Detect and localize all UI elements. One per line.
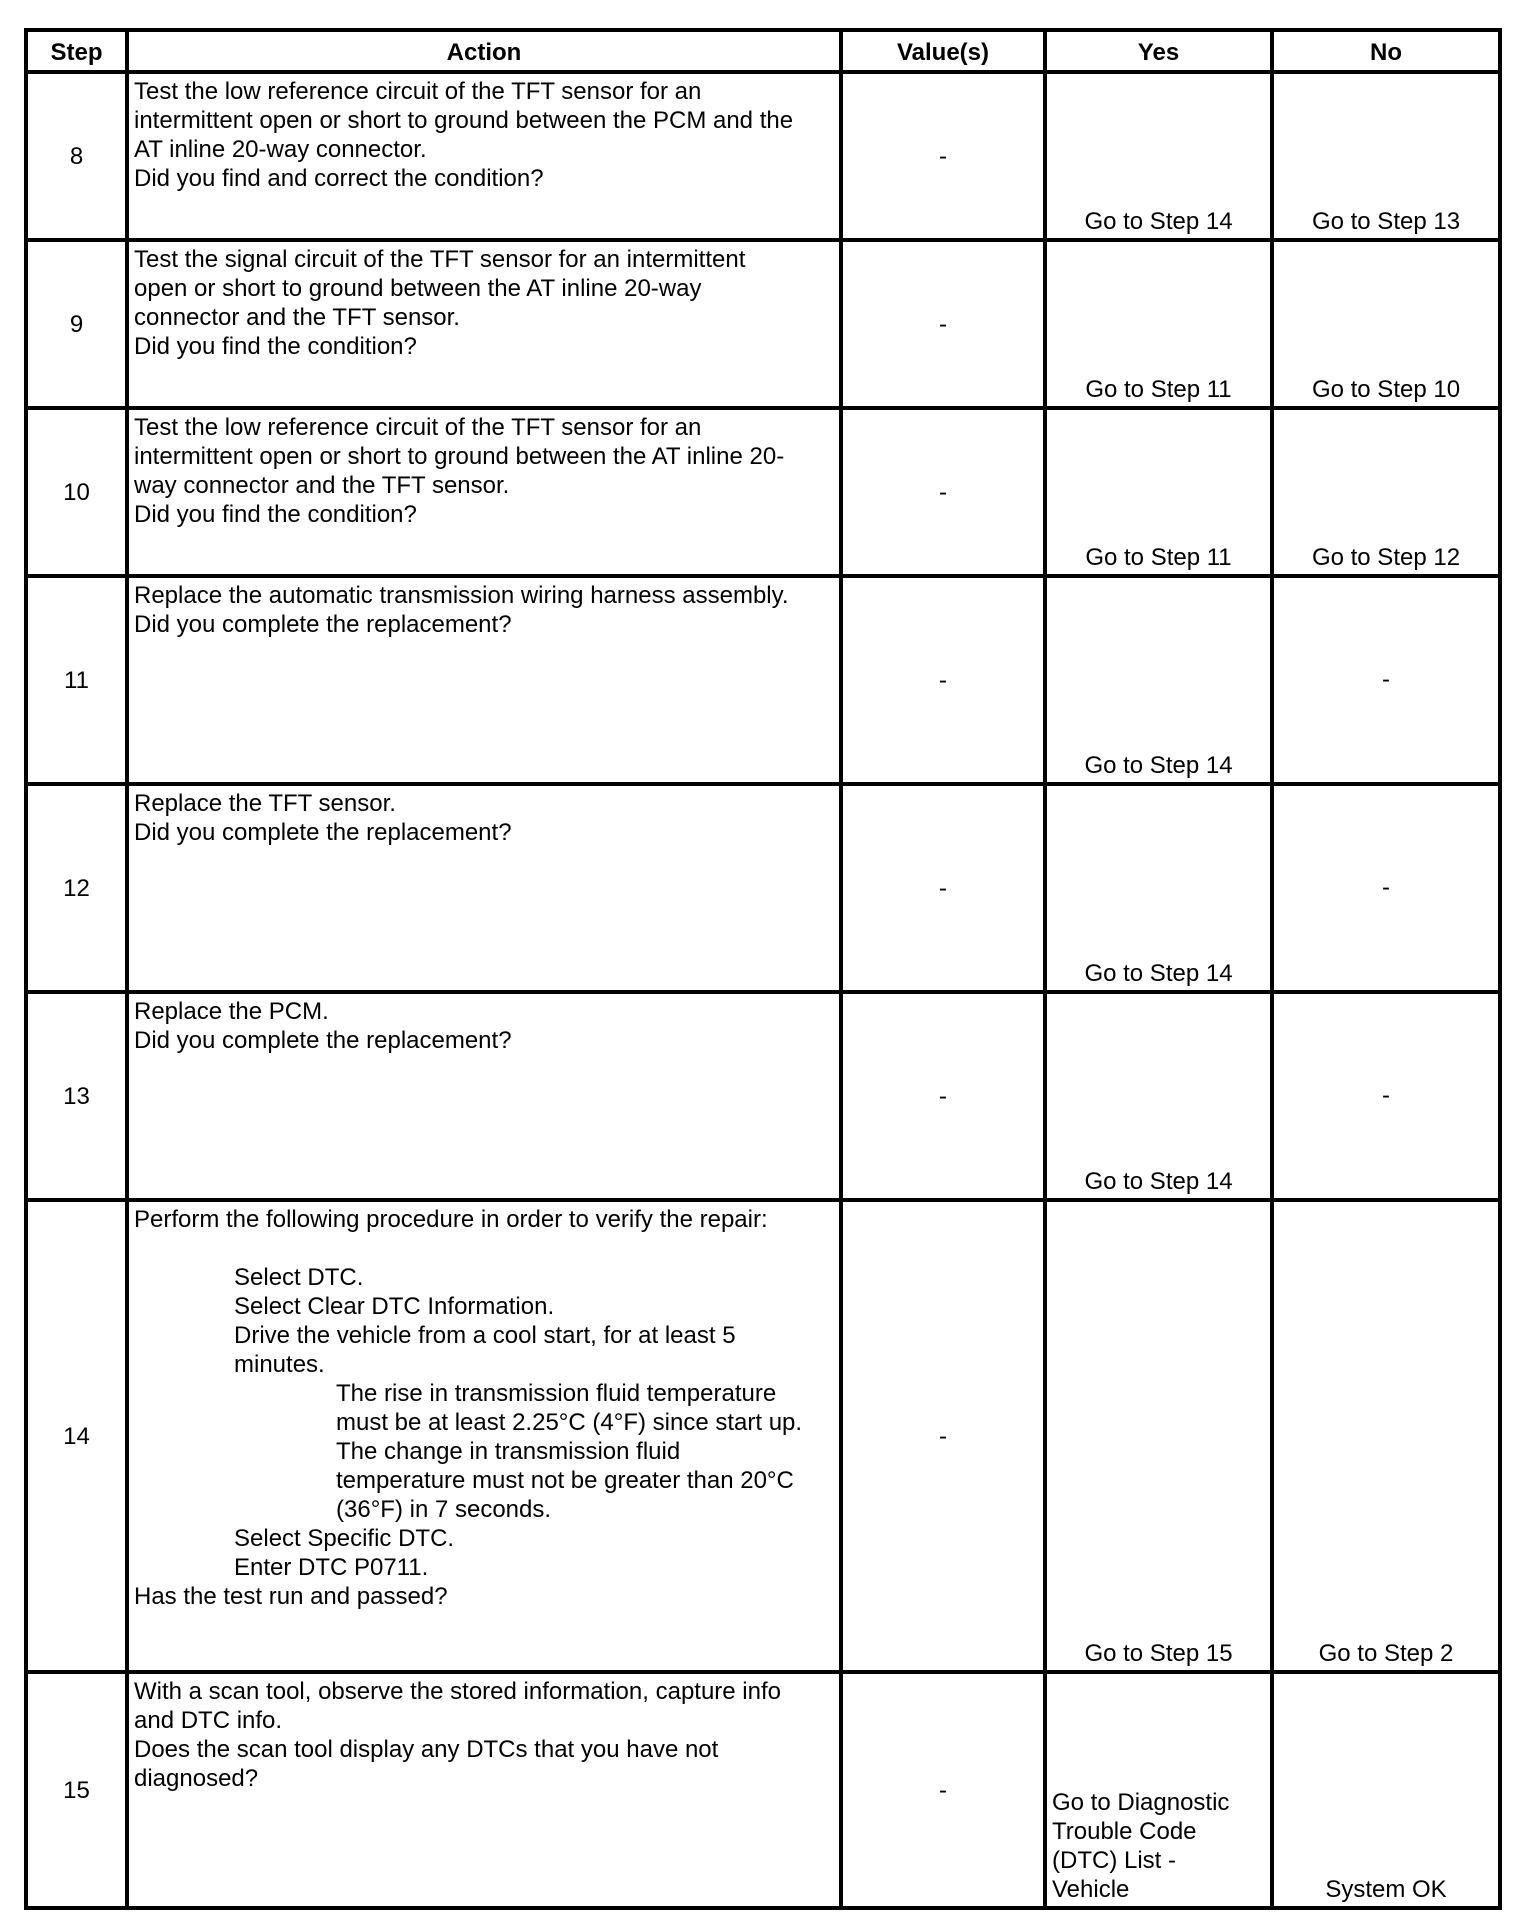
no-cell: Go to Step 13 (1272, 72, 1500, 240)
table-row (26, 1672, 1500, 1908)
table-row (26, 784, 1500, 992)
yes-cell (1045, 1672, 1272, 1908)
value-cell: - (841, 784, 1045, 992)
question: Did you complete the replacement? (134, 819, 512, 846)
yes-line: Vehicle (1052, 1876, 1130, 1903)
table-row (26, 240, 1500, 408)
table-row (26, 992, 1500, 1200)
step-number: 10 (26, 408, 127, 576)
value-cell: - (841, 1200, 1045, 1672)
action-line: Replace the TFT sensor. (134, 790, 396, 817)
action-line: AT inline 20-way connector. (134, 136, 427, 163)
step-number: 12 (26, 784, 127, 992)
procedure-step: minutes. (234, 1351, 325, 1378)
yes-cell: Go to Step 14 (1045, 784, 1272, 992)
value-cell: - (841, 1672, 1045, 1908)
action-cell (127, 576, 841, 784)
yes-line: Go to Diagnostic (1052, 1789, 1230, 1816)
question: Does the scan tool display any DTCs that you have not (134, 1736, 719, 1763)
question: Did you complete the replacement? (134, 611, 512, 638)
step-number: 15 (26, 1672, 127, 1908)
action-line: Replace the automatic transmission wiring harness assembly. (134, 582, 789, 609)
action-line: Perform the following procedure in order to verify the repair: (134, 1206, 768, 1233)
step-number: 13 (26, 992, 127, 1200)
action-line: Test the signal circuit of the TFT sensor for an intermittent (134, 246, 746, 273)
question: diagnosed? (134, 1765, 259, 1792)
action-cell (127, 1672, 841, 1908)
no-cell: Go to Step 10 (1272, 240, 1500, 408)
question: Did you find the condition? (134, 501, 417, 528)
value-cell: - (841, 576, 1045, 784)
yes-cell: Go to Step 11 (1045, 408, 1272, 576)
header-values: Value(s) (841, 30, 1045, 72)
action-line: way connector and the TFT sensor. (134, 472, 510, 499)
no-cell: - (1272, 992, 1500, 1200)
no-cell: System OK (1272, 1672, 1500, 1908)
procedure-step: Select Specific DTC. (234, 1525, 455, 1552)
procedure-step: Select DTC. (234, 1264, 364, 1291)
question: Did you complete the replacement? (134, 1027, 512, 1054)
procedure-step: Select Clear DTC Information. (234, 1293, 555, 1320)
action-line: Test the low reference circuit of the TFT sensor for an (134, 414, 702, 441)
step-number: 8 (26, 72, 127, 240)
header-no: No (1272, 30, 1500, 72)
action-line: With a scan tool, observe the stored information, capture info (134, 1678, 782, 1705)
header-yes: Yes (1045, 30, 1272, 72)
action-cell (127, 1200, 841, 1672)
procedure-step: Enter DTC P0711. (234, 1554, 429, 1581)
header-step: Step (26, 30, 127, 72)
no-cell: - (1272, 784, 1500, 992)
value-cell: - (841, 992, 1045, 1200)
procedure-substep: The change in transmission fluid (336, 1438, 681, 1465)
no-cell: - (1272, 576, 1500, 784)
yes-cell: Go to Step 15 (1045, 1200, 1272, 1672)
value-cell: - (841, 408, 1045, 576)
yes-cell: Go to Step 14 (1045, 72, 1272, 240)
value-cell: - (841, 240, 1045, 408)
step-number: 11 (26, 576, 127, 784)
diagnostic-table (24, 28, 1502, 1910)
action-line: Replace the PCM. (134, 998, 329, 1025)
no-cell: Go to Step 12 (1272, 408, 1500, 576)
header-row (26, 30, 1500, 72)
action-line: intermittent open or short to ground between the AT inline 20- (134, 443, 785, 470)
action-cell (127, 784, 841, 992)
yes-line: Trouble Code (1052, 1818, 1197, 1845)
question: Did you find the condition? (134, 333, 417, 360)
yes-line: (DTC) List - (1052, 1847, 1176, 1874)
action-cell (127, 992, 841, 1200)
action-line: Test the low reference circuit of the TFT sensor for an (134, 78, 702, 105)
header-action: Action (127, 30, 841, 72)
action-line: open or short to ground between the AT inline 20-way (134, 275, 702, 302)
step-number: 14 (26, 1200, 127, 1672)
procedure-substep: temperature must not be greater than 20°C (336, 1467, 794, 1494)
action-cell (127, 72, 841, 240)
table-row (26, 408, 1500, 576)
no-cell: Go to Step 2 (1272, 1200, 1500, 1672)
step-number: 9 (26, 240, 127, 408)
question: Did you find and correct the condition? (134, 165, 544, 192)
procedure-step: Drive the vehicle from a cool start, for at least 5 (234, 1322, 736, 1349)
table-row (26, 576, 1500, 784)
yes-cell: Go to Step 11 (1045, 240, 1272, 408)
action-cell (127, 240, 841, 408)
value-cell: - (841, 72, 1045, 240)
action-line: intermittent open or short to ground between the PCM and the (134, 107, 794, 134)
yes-cell: Go to Step 14 (1045, 576, 1272, 784)
action-cell (127, 408, 841, 576)
table-row (26, 72, 1500, 240)
procedure-substep: must be at least 2.25°C (4°F) since start up. (336, 1409, 803, 1436)
action-line: and DTC info. (134, 1707, 283, 1734)
procedure-substep: The rise in transmission fluid temperature (336, 1380, 777, 1407)
table-row (26, 1200, 1500, 1672)
yes-cell: Go to Step 14 (1045, 992, 1272, 1200)
question: Has the test run and passed? (134, 1583, 448, 1610)
procedure-substep: (36°F) in 7 seconds. (336, 1496, 552, 1523)
action-line: connector and the TFT sensor. (134, 304, 460, 331)
